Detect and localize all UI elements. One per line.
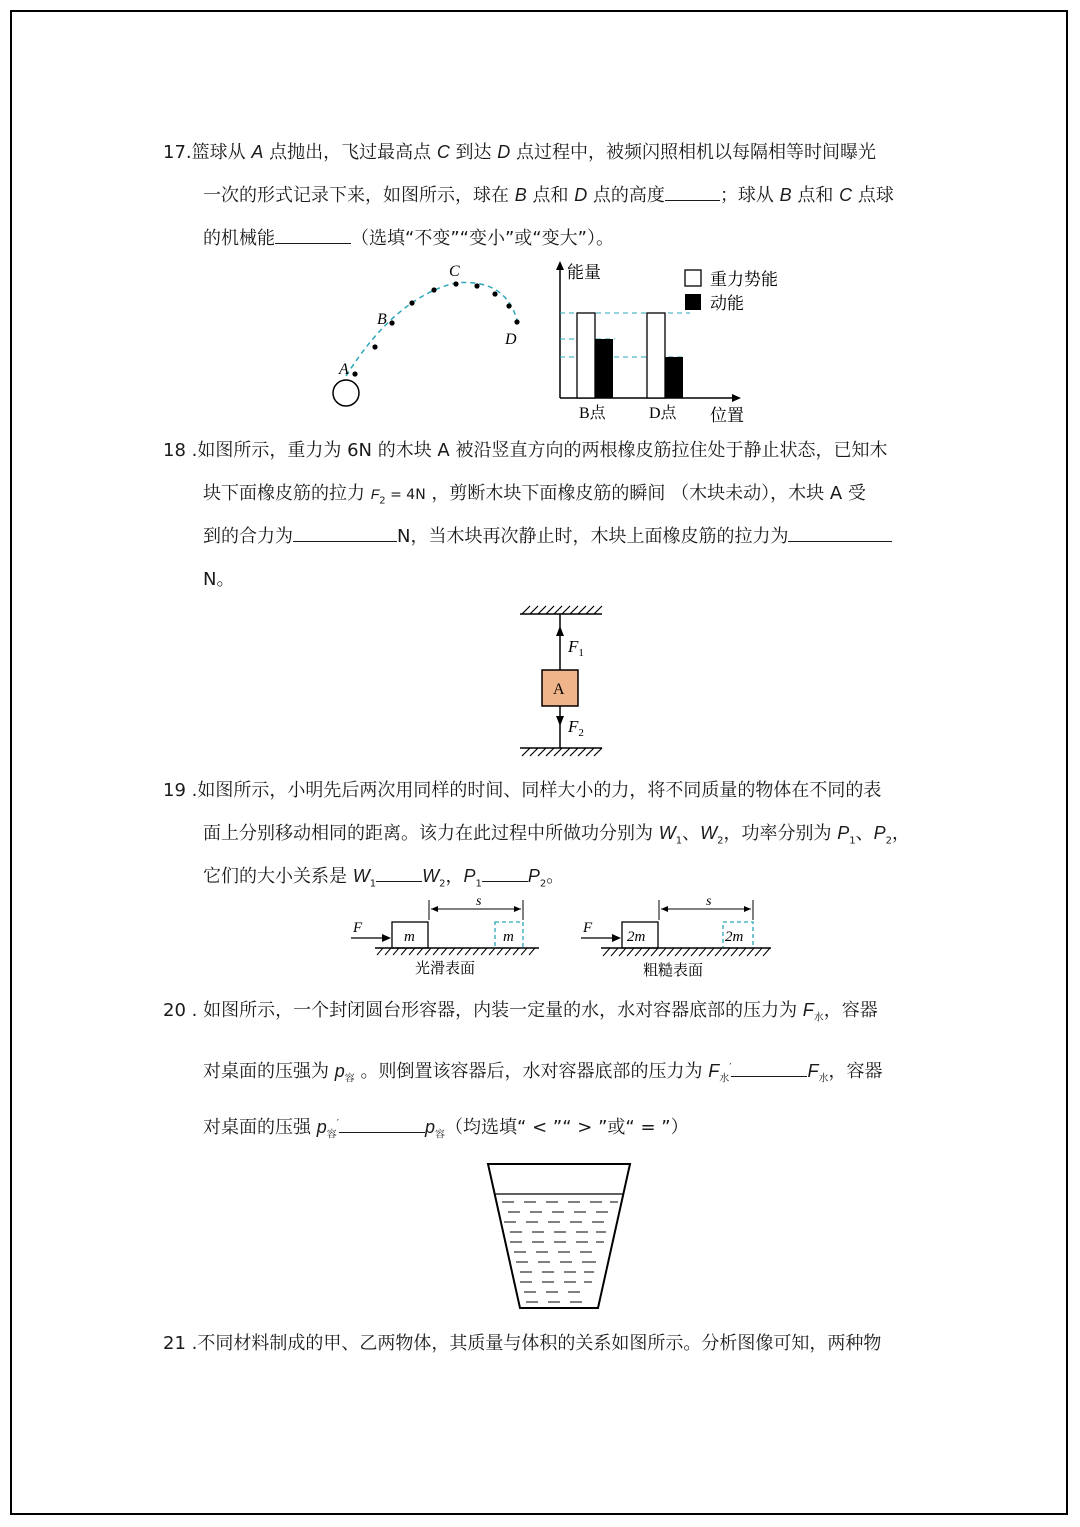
category-b: B点: [579, 405, 606, 422]
q18-line-4: N。: [203, 569, 235, 590]
bar-d-potential: [647, 313, 665, 398]
q17-trajectory-figure: [325, 258, 535, 413]
q18-line-1: 18 .如图所示，重力为 6N 的木块 A 被沿竖直方向的两根橡皮筋拉住处于静止状态，已知木: [163, 440, 888, 461]
frustum-container: [488, 1164, 630, 1308]
point-label-b: B: [377, 311, 387, 328]
svg-text:m: m: [404, 929, 415, 945]
svg-text:m: m: [503, 929, 514, 945]
category-d: D点: [649, 405, 677, 422]
svg-text:光滑表面: 光滑表面: [415, 961, 476, 977]
q19-line-3: 它们的大小关系是 $W_1$ $W_2$，$P_1$ $P_2$。: [203, 866, 565, 890]
svg-text:F: F: [353, 920, 363, 936]
force-f2: $F_2$: [568, 717, 584, 739]
force-f1: $F_1$: [568, 637, 584, 659]
svg-text:F: F: [583, 920, 593, 936]
svg-text:2m: 2m: [725, 929, 744, 945]
q20-line-2: 对桌面的压强为 $p_容$ 。则倒置该容器后，水对容器底部的压力为 $F_水'$ $F_水$，容器: [203, 1061, 883, 1085]
q17-line-2: 一次的形式记录下来，如图所示，球在 B 点和 D 点的高度 ；球从 B 点和 C 点球: [203, 185, 894, 206]
answer-blank[interactable]: [293, 540, 397, 542]
svg-text:2m: 2m: [627, 929, 646, 945]
q17-line-1: 17.篮球从 A 点抛出，飞过最高点 C 到达 D 点过程中，被频闪照相机以每隔相等时间曝光: [163, 142, 877, 163]
q17-energy-chart: [545, 258, 805, 430]
point-label-d: D: [505, 331, 517, 348]
q20-container-figure: [484, 1160, 636, 1312]
legend-potential: 重力势能: [710, 270, 778, 289]
svg-text:粗糙表面: 粗糙表面: [643, 963, 704, 979]
q20-line-1: 20 . 如图所示，一个封闭圆台形容器，内装一定量的水，水对容器底部的压力为 $F_水$，容器: [163, 1000, 878, 1024]
bar-d-kinetic: [665, 357, 683, 398]
answer-blank[interactable]: [788, 540, 892, 542]
q17-line-3: 的机械能 （选填“不变”“变小”或“变大”）。: [203, 228, 614, 249]
q19-rough-figure: [575, 890, 775, 982]
answer-blank[interactable]: [482, 880, 528, 882]
answer-blank[interactable]: [376, 880, 422, 882]
chart-xlabel: 位置: [710, 406, 744, 425]
q19-line-2: 面上分别移动相同的距离。该力在此过程中所做功分别为 $W_1$、$W_2$，功率分别为 $P_1$、$P_2$，: [203, 823, 910, 847]
answer-blank[interactable]: [731, 1075, 807, 1077]
q18-block-figure: [512, 600, 612, 765]
q19-smooth-figure: [345, 890, 545, 980]
q20-line-3: 对桌面的压强 $p_容'$ $p_容$（均选填“ < ”“ > ”或“ = ”）: [203, 1117, 689, 1141]
answer-blank[interactable]: [665, 199, 720, 201]
chart-ylabel: 能量: [567, 263, 601, 282]
q21-line-1: 21 .不同材料制成的甲、乙两物体，其质量与体积的关系如图所示。分析图像可知，两种物: [163, 1333, 882, 1354]
bar-b-kinetic: [595, 339, 613, 398]
q18-line-2: 块下面橡皮筋的拉力 $F_2 = 4N$ ，剪断木块下面橡皮筋的瞬间 （木块未动），木块 A 受: [203, 483, 866, 507]
bar-b-potential: [577, 313, 595, 398]
answer-blank[interactable]: [275, 242, 351, 244]
svg-text:s: s: [706, 894, 712, 909]
q19-line-1: 19 .如图所示，小明先后两次用同样的时间、同样大小的力，将不同质量的物体在不同的表: [163, 780, 882, 801]
point-label-a: A: [339, 361, 349, 378]
svg-text:A: A: [553, 681, 565, 698]
svg-text:s: s: [476, 894, 482, 909]
legend-kinetic: 动能: [710, 294, 744, 313]
q18-line-3: 到的合力为 N，当木块再次静止时，木块上面橡皮筋的拉力为: [203, 526, 892, 547]
answer-blank[interactable]: [339, 1131, 425, 1133]
point-label-c: C: [449, 263, 460, 280]
